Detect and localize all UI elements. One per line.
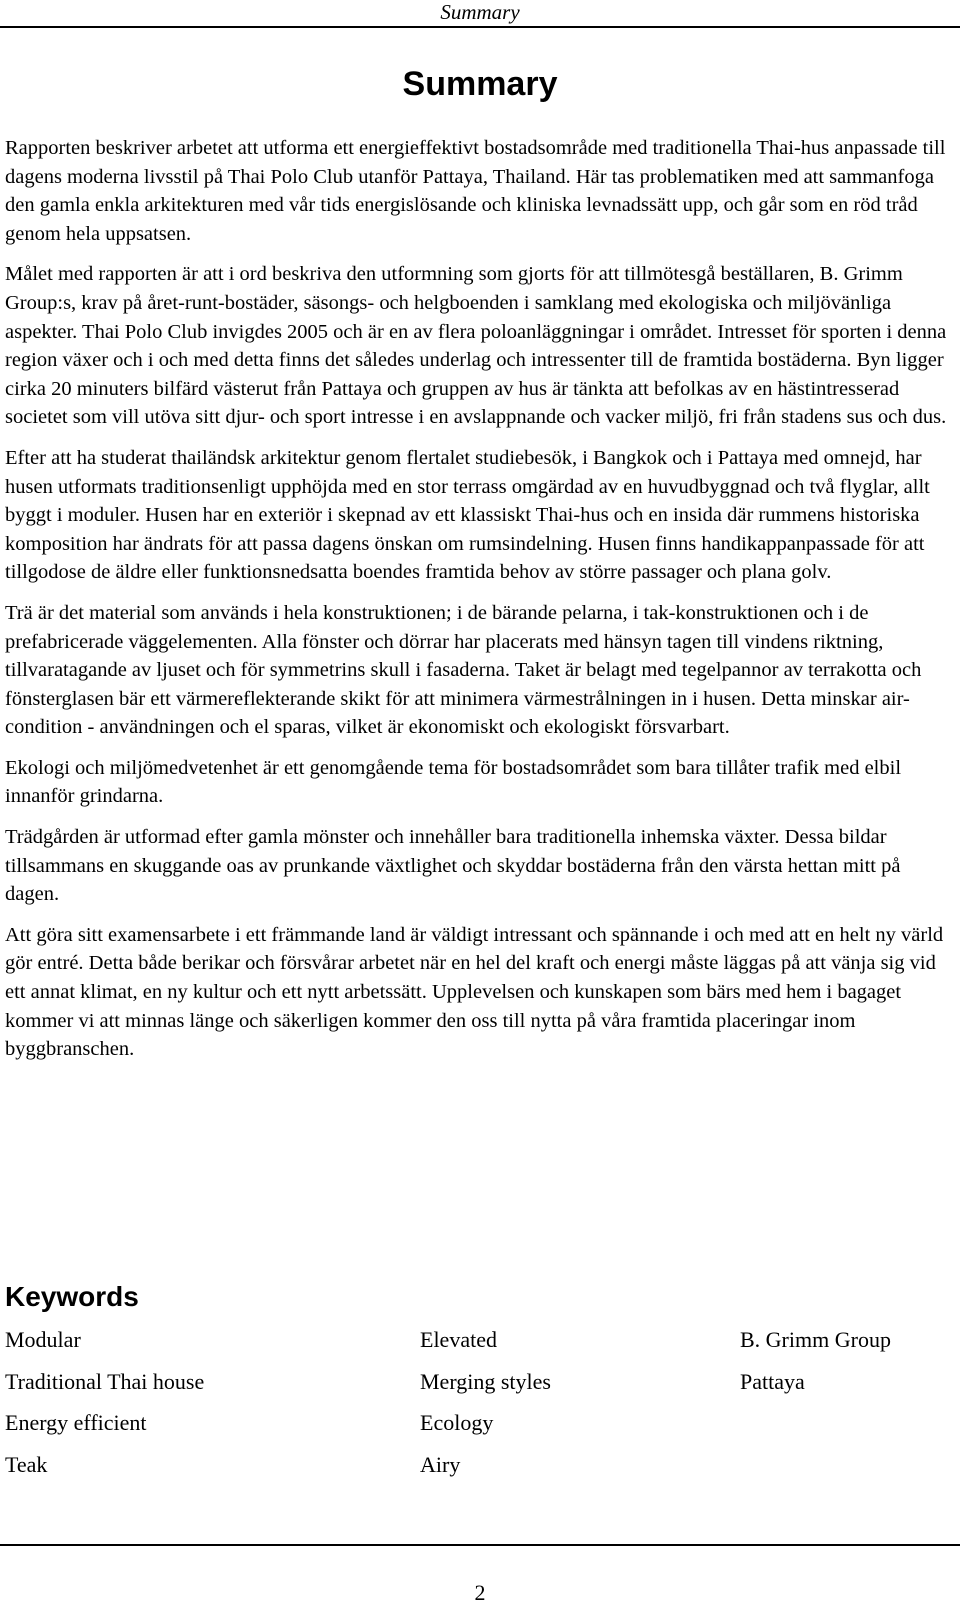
keywords-heading: Keywords	[5, 1281, 139, 1312]
keyword: Ecology	[420, 1410, 494, 1435]
keyword: Pattaya	[740, 1368, 805, 1394]
paragraph: Att göra sitt examensarbete i ett främmande land är väldigt intressant och spännande i och med att en helt ny värld gör entré. Detta både berikar och försvårar arbetet när en hel del kraft och energi måste läggas på att vänja sig vid ett annat klimat, en ny kultur och ett nytt arbetssätt. Upplevelsen och kunskapen som bärs med hem i bagaget kommer vi att minnas länge och säkerligen kommer den oss till nytta på våra framtida placeringar inom byggbranschen.	[5, 923, 944, 1061]
keywords-row	[5, 1450, 955, 1492]
keyword: Elevated	[420, 1327, 497, 1352]
keyword: Modular	[5, 1327, 81, 1352]
keywords-row	[5, 1325, 955, 1367]
running-header	[0, 0, 960, 28]
summary-body	[5, 134, 955, 1076]
paragraph: Efter att ha studerat thailändsk arkitektur genom flertalet studiebesök, i Bangkok och i Pattaya med omnejd, har husen utformats traditionsenligt upphöjda med en stor terrass omgärdad av en huvudbyggnad och två flyglar, allt byggt i moduler. Husen har en exteriör i skepnad av ett klassiskt Thai-hus och en insida där rummens historiska komposition har ändrats för att passa dagens önskan om rumsindelning. Husen finns handikappanpassade för att tillgodose de äldre eller funktionsnedsatta boendes framtida behov av större passager och plana golv.	[5, 446, 930, 584]
keyword: B. Grimm Group	[740, 1327, 891, 1352]
keyword: Teak	[5, 1451, 48, 1477]
paragraph: Trädgården är utformad efter gamla mönster och innehåller bara traditionella inhemska växter. Dessa bildar tillsammans en skuggande oas av prunkande växtlighet och skyddar bostäderna från den värsta hettan mitt på dagen.	[5, 826, 901, 906]
paragraph: Ekologi och miljömedvetenhet är ett genomgående tema för bostadsområdet som bara tillåter trafik med elbil innanför grindarna.	[5, 756, 902, 808]
page-number: 2	[474, 1580, 486, 1605]
page-title: Summary	[402, 65, 558, 103]
keywords-grid	[5, 1325, 955, 1491]
keyword: Energy efficient	[5, 1410, 147, 1435]
footer-divider	[0, 1544, 960, 1546]
running-header-title: Summary	[440, 0, 520, 24]
keyword: Airy	[420, 1451, 461, 1477]
keywords-row	[5, 1367, 955, 1409]
keyword: Merging styles	[420, 1368, 551, 1394]
paragraph: Målet med rapporten är att i ord beskriva den utformning som gjorts för att tillmötesgå beställaren, B. Grimm Group:s, krav på året-runt-bostäder, säsongs- och helgboenden i samklang med ekologiska och miljövänliga aspekter. Thai Polo Club invigdes 2005 och är en av flera poloanläggningar i området. Intresset för sporten i denna region växer och i och med detta finns det således underlag och intressenter till de framtida bostäderna. Byn ligger cirka 20 minuters bilfärd västerut från Pattaya och gruppen av hus är tänkta att befolkas av en hästintresserad societet som vill utöva sitt djur- och sport intresse i en avslappnande och vacker miljö, fri från stadens sus och dus.	[5, 263, 947, 429]
keyword: Traditional Thai house	[5, 1368, 205, 1394]
paragraph: Rapporten beskriver arbetet att utforma ett energieffektivt bostadsområde med traditionella Thai-hus anpassade till dagens moderna livsstil på Thai Polo Club utanför Pattaya, Thailand. Här tas problematiken med att sammanfoga den gamla enkla arkitekturen med vår tids energislösande och kliniska levnadssätt upp, och går som en röd tråd genom hela uppsatsen.	[5, 137, 946, 245]
paragraph: Trä är det material som används i hela konstruktionen; i de bärande pelarna, i tak-konstruktionen och i de prefabricerade väggelementen. Alla fönster och dörrar har placerats med hänsyn tagen till vindens riktning, tillvaratagande av ljuset och för symmetrins skull i fasaderna. Taket är belagt med tegelpannor av terrakotta och fönsterglasen bär ett värmereflekterande skikt för att minimera värmestrålningen in i husen. Detta minskar air-condition - användningen och el sparas, vilket är ekonomiskt och ekologiskt försvarbart.	[5, 601, 922, 739]
keywords-row	[5, 1408, 955, 1450]
